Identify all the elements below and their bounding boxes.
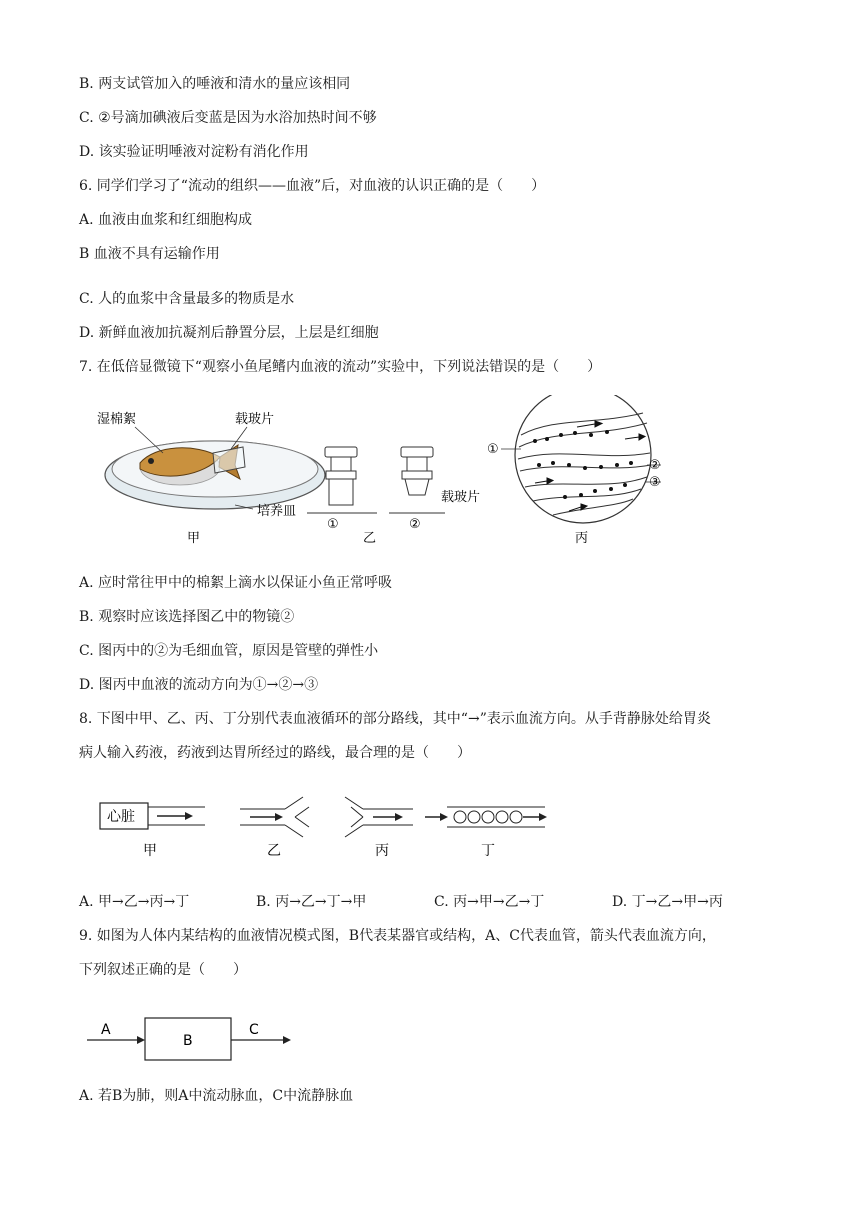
label-c1: ①: [487, 442, 499, 457]
label-objective-2: ②: [409, 517, 421, 532]
label-vessel-a: A: [101, 1022, 111, 1038]
q5-option-c: C. ②号滴加碘液后变蓝是因为水浴加热时间不够: [79, 110, 377, 126]
label-jia: 甲: [187, 531, 201, 546]
q7-option-b: B. 观察时应该选择图乙中的物镜②: [79, 609, 295, 625]
q6-option-a: A. 血液由血浆和红细胞构成: [79, 212, 253, 228]
label-c2: ②: [649, 458, 661, 473]
petri-dish-figure: [105, 427, 325, 509]
label-c3: ③: [649, 475, 661, 490]
label-yi: 乙: [267, 843, 281, 859]
q8-figure: [95, 795, 565, 865]
q5-option-b: B. 两支试管加入的唾液和清水的量应该相同: [79, 76, 351, 92]
q9-option-a: A. 若B为肺，则A中流动脉血，C中流静脉血: [79, 1088, 354, 1104]
label-dish: 培养皿: [257, 504, 297, 519]
label-slide-right: 载玻片: [441, 490, 481, 505]
q8-stem-line2: 病人输入药液，药液到达胃所经过的路线，最合理的是（ ）: [79, 745, 471, 761]
q8-option-a: A. 甲→乙→丙→丁: [79, 894, 190, 910]
q9-stem-line1: 9. 如图为人体内某结构的血液情况模式图，B代表某器官或结构，A、C代表血管，箭头代表血流方向，: [79, 928, 716, 944]
q6-option-d: D. 新鲜血液加抗凝剂后静置分层，上层是红细胞: [79, 325, 379, 341]
q6-option-c: C. 人的血浆中含量最多的物质是水: [79, 291, 295, 307]
microscope-field-figure: [501, 395, 661, 523]
label-organ-b: B: [183, 1033, 193, 1049]
q9-stem-line2: 下列叙述正确的是（ ）: [79, 962, 247, 978]
q7-option-a: A. 应时常往甲中的棉絮上滴水以保证小鱼正常呼吸: [79, 575, 393, 591]
q9-figure: [85, 1010, 305, 1070]
label-vessel-c: C: [249, 1022, 259, 1038]
q8-option-d: D. 丁→乙→甲→丙: [612, 894, 723, 910]
q7-option-c: C. 图丙中的②为毛细血管，原因是管壁的弹性小: [79, 643, 379, 659]
q8-option-b: B. 丙→乙→丁→甲: [256, 894, 367, 910]
q8-stem-line1: 8. 下图中甲、乙、丙、丁分别代表血液循环的部分路线，其中“→”表示血流方向。从手背静脉处给胃炎: [79, 711, 711, 727]
objective-2-icon: [389, 447, 445, 513]
q7-figure: [95, 395, 665, 555]
label-objective-1: ①: [327, 517, 339, 532]
q6-option-b: B 血液不具有运输作用: [79, 246, 220, 262]
q7-stem: 7. 在低倍显微镜下“观察小鱼尾鳍内血液的流动”实验中，下列说法错误的是（ ）: [79, 359, 602, 375]
label-slide-top: 载玻片: [235, 412, 275, 427]
label-heart: 心脏: [107, 809, 135, 825]
label-yi: 乙: [363, 531, 377, 546]
q8-option-c: C. 丙→甲→乙→丁: [434, 894, 545, 910]
label-bing: 丙: [375, 843, 389, 859]
label-ding: 丁: [481, 843, 495, 859]
q7-option-d: D. 图丙中血液的流动方向为①→②→③: [79, 677, 319, 693]
label-jia: 甲: [143, 843, 157, 859]
q5-option-d: D. 该实验证明唾液对淀粉有消化作用: [79, 144, 309, 160]
label-bing: 丙: [575, 531, 589, 546]
q6-stem: 6. 同学们学习了“流动的组织——血液”后，对血液的认识正确的是（ ）: [79, 178, 546, 194]
label-wet-cotton: 湿棉絮: [97, 412, 137, 427]
